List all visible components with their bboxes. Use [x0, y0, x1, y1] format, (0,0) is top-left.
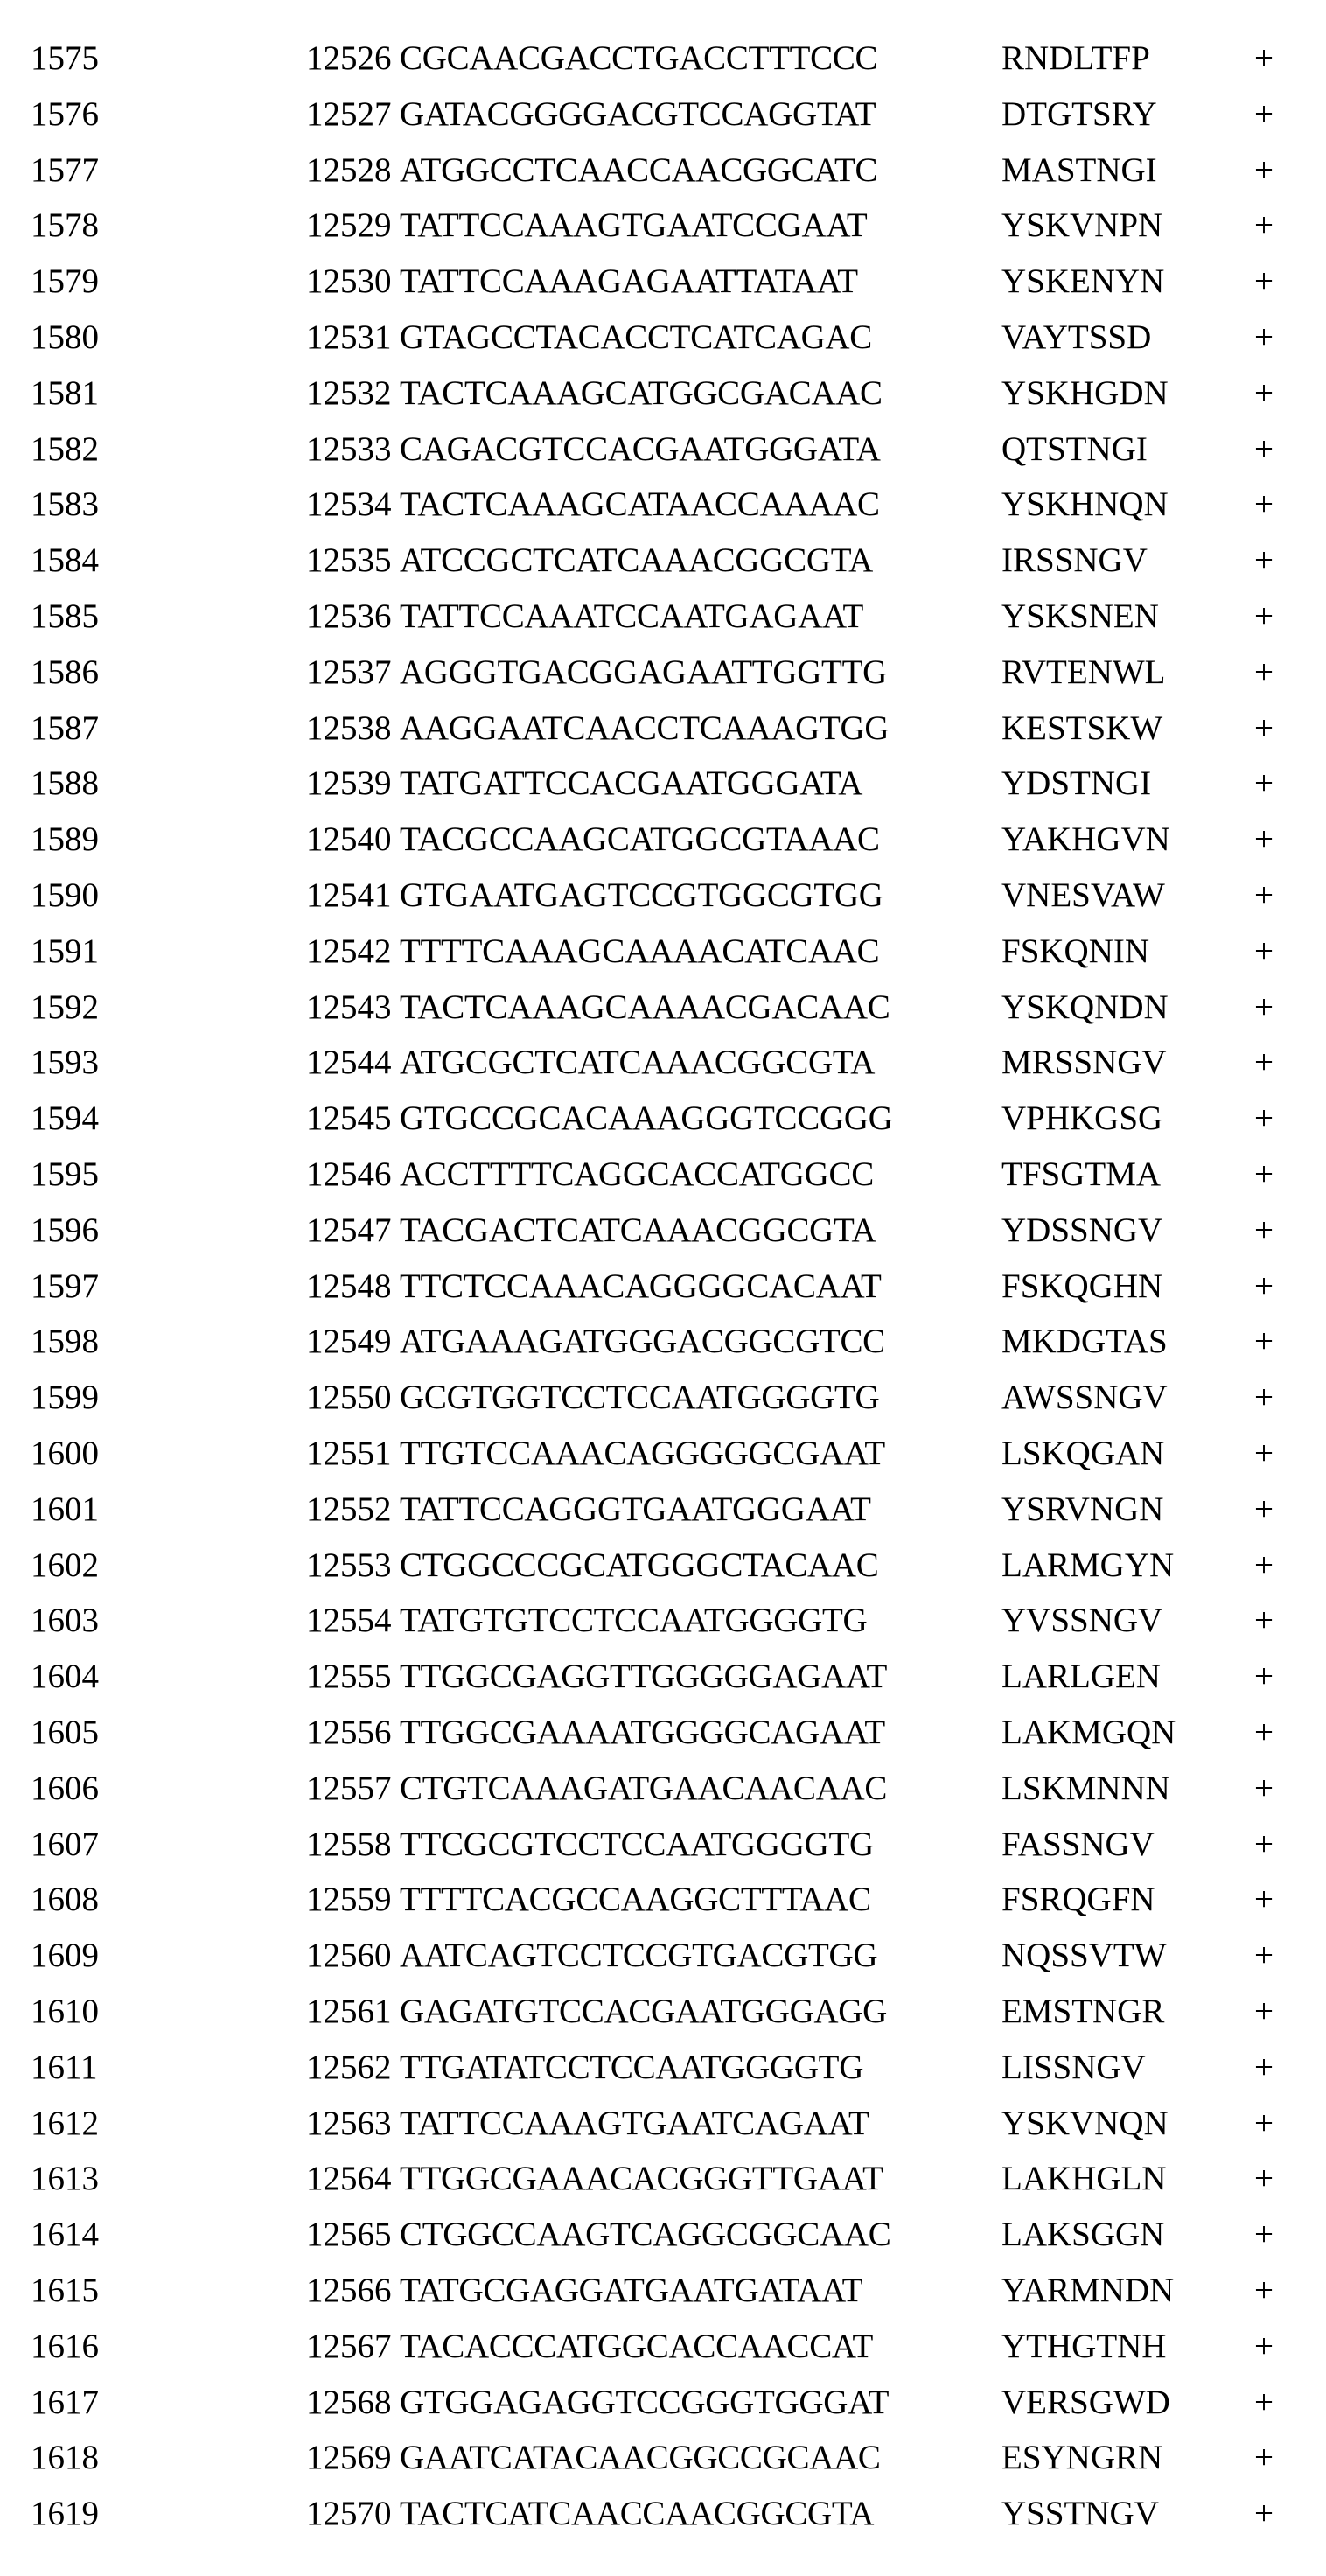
peptide-sequence: MRSSNGV: [1001, 1044, 1167, 1082]
result-sign: +: [1254, 2216, 1274, 2254]
row-index: 1586: [31, 653, 99, 691]
peptide-sequence: YSKHNQN: [1001, 485, 1169, 524]
table-row: [0, 701, 1326, 757]
row-index: 1579: [31, 262, 99, 301]
dna-sequence: TACGACTCATCAAACGGCGTA: [400, 1211, 876, 1249]
sequence-id: 12555: [306, 1658, 392, 1696]
row-index: 1594: [31, 1100, 99, 1138]
table-row: [0, 1817, 1326, 1873]
row-index: 1580: [31, 318, 99, 356]
result-sign: +: [1254, 709, 1274, 747]
table-row: [0, 477, 1326, 533]
peptide-sequence: LARLGEN: [1001, 1658, 1161, 1696]
dna-sequence: ATGAAAGATGGGACGGCGTCC: [400, 1323, 885, 1361]
row-index: 1617: [31, 2383, 99, 2421]
peptide-sequence: RNDLTFP: [1001, 39, 1150, 77]
dna-sequence: TTTTCAAAGCAAAACATCAAC: [400, 932, 880, 970]
result-sign: +: [1254, 1490, 1274, 1528]
row-index: 1592: [31, 988, 99, 1026]
dna-sequence: ATGGCCTCAACCAACGGCATC: [400, 150, 878, 189]
result-sign: +: [1254, 206, 1274, 245]
result-sign: +: [1254, 1379, 1274, 1417]
peptide-sequence: LAKMGQN: [1001, 1714, 1176, 1751]
sequence-id: 12557: [306, 1769, 392, 1807]
dna-sequence: TTGGCGAAAATGGGGCAGAAT: [400, 1714, 885, 1751]
peptide-sequence: YARMNDN: [1001, 2272, 1175, 2309]
peptide-sequence: AWSSNGV: [1001, 1379, 1168, 1417]
row-index: 1599: [31, 1379, 99, 1417]
peptide-sequence: FSKQNIN: [1001, 932, 1150, 970]
sequence-id: 12563: [306, 2104, 392, 2142]
dna-sequence: CAGACGTCCACGAATGGGATA: [400, 429, 881, 468]
row-index: 1600: [31, 1435, 99, 1472]
row-index: 1607: [31, 1825, 99, 1863]
sequence-id: 12547: [306, 1211, 392, 1249]
result-sign: +: [1254, 597, 1274, 635]
row-index: 1601: [31, 1490, 99, 1528]
table-row: [0, 1370, 1326, 1426]
sequence-id: 12564: [306, 2160, 392, 2198]
row-index: 1575: [31, 39, 99, 77]
table-row: [0, 924, 1326, 980]
dna-sequence: ACCTTTTCAGGCACCATGGCC: [400, 1155, 874, 1193]
table-row: [0, 1984, 1326, 2040]
peptide-sequence: LSKQGAN: [1001, 1435, 1165, 1472]
table-row: [0, 310, 1326, 366]
table-row: [0, 1259, 1326, 1315]
result-sign: +: [1254, 373, 1274, 412]
table-row: [0, 1705, 1326, 1761]
row-index: 1576: [31, 94, 99, 133]
row-index: 1593: [31, 1044, 99, 1082]
sequence-id: 12556: [306, 1714, 392, 1751]
sequence-id: 12538: [306, 709, 392, 747]
row-index: 1584: [31, 541, 99, 580]
sequence-id: 12546: [306, 1155, 392, 1193]
peptide-sequence: YSKQNDN: [1001, 988, 1169, 1026]
sequence-id: 12531: [306, 318, 392, 356]
dna-sequence: GTGGAGAGGTCCGGGTGGGAT: [400, 2383, 890, 2421]
sequence-id: 12526: [306, 39, 392, 77]
result-sign: +: [1254, 2272, 1274, 2309]
table-row: [0, 1203, 1326, 1259]
dna-sequence: GTAGCCTACACCTCATCAGAC: [400, 318, 873, 356]
result-sign: +: [1254, 541, 1274, 580]
table-row: [0, 1649, 1326, 1705]
sequence-id: 12562: [306, 2048, 392, 2086]
sequence-id: 12543: [306, 988, 392, 1026]
row-index: 1619: [31, 2495, 99, 2533]
peptide-sequence: YSKENYN: [1001, 262, 1165, 301]
table-row: [0, 1035, 1326, 1091]
peptide-sequence: FASSNGV: [1001, 1825, 1155, 1863]
result-sign: +: [1254, 1602, 1274, 1640]
table-row: [0, 980, 1326, 1036]
sequence-id: 12541: [306, 876, 392, 914]
result-sign: +: [1254, 2104, 1274, 2142]
sequence-id: 12568: [306, 2383, 392, 2421]
table-row: [0, 1091, 1326, 1147]
table-row: [0, 868, 1326, 924]
peptide-sequence: YSRVNGN: [1001, 1490, 1164, 1528]
peptide-sequence: YSKVNQN: [1001, 2104, 1169, 2142]
table-row: [0, 589, 1326, 645]
sequence-id: 12559: [306, 1881, 392, 1919]
row-index: 1581: [31, 373, 99, 412]
sequence-id: 12533: [306, 429, 392, 468]
dna-sequence: TTTTCACGCCAAGGCTTTAAC: [400, 1881, 871, 1919]
result-sign: +: [1254, 1323, 1274, 1361]
peptide-sequence: YVSSNGV: [1001, 1602, 1163, 1640]
peptide-sequence: YSSTNGV: [1001, 2495, 1159, 2533]
result-sign: +: [1254, 1714, 1274, 1751]
result-sign: +: [1254, 485, 1274, 524]
sequence-id: 12545: [306, 1100, 392, 1138]
result-sign: +: [1254, 1658, 1274, 1696]
row-index: 1603: [31, 1602, 99, 1640]
peptide-sequence: RVTENWL: [1001, 653, 1166, 691]
table-row: [0, 2263, 1326, 2319]
dna-sequence: TATTCCAAAGAGAATTATAAT: [400, 262, 858, 301]
row-index: 1595: [31, 1155, 99, 1193]
peptide-sequence: VERSGWD: [1001, 2383, 1170, 2421]
dna-sequence: ATCCGCTCATCAAACGGCGTA: [400, 541, 873, 580]
sequence-id: 12539: [306, 764, 392, 803]
row-index: 1606: [31, 1769, 99, 1807]
dna-sequence: CTGGCCCGCATGGGCTACAAC: [400, 1546, 879, 1584]
dna-sequence: GTGAATGAGTCCGTGGCGTGG: [400, 876, 883, 914]
dna-sequence: GAGATGTCCACGAATGGGAGG: [400, 1993, 888, 2030]
row-index: 1608: [31, 1881, 99, 1919]
sequence-id: 12551: [306, 1435, 392, 1472]
dna-sequence: TACACCCATGGCACCAACCAT: [400, 2327, 873, 2365]
sequence-id: 12567: [306, 2327, 392, 2365]
peptide-sequence: TFSGTMA: [1001, 1155, 1162, 1193]
dna-sequence: TACTCAAAGCAAAACGACAAC: [400, 988, 890, 1026]
dna-sequence: ATGCGCTCATCAAACGGCGTA: [400, 1044, 876, 1082]
row-index: 1585: [31, 597, 99, 635]
row-index: 1590: [31, 876, 99, 914]
dna-sequence: CTGTCAAAGATGAACAACAAC: [400, 1769, 888, 1807]
peptide-sequence: YSKVNPN: [1001, 206, 1163, 245]
peptide-sequence: YDSSNGV: [1001, 1211, 1163, 1249]
table-row: [0, 1314, 1326, 1370]
sequence-id: 12554: [306, 1602, 392, 1640]
dna-sequence: TACTCATCAACCAACGGCGTA: [400, 2495, 875, 2533]
dna-sequence: CTGGCCAAGTCAGGCGGCAAC: [400, 2216, 891, 2254]
sequence-id: 12542: [306, 932, 392, 970]
peptide-sequence: VNESVAW: [1001, 876, 1165, 914]
dna-sequence: CGCAACGACCTGACCTTTCCC: [400, 39, 878, 77]
result-sign: +: [1254, 2439, 1274, 2477]
dna-sequence: AATCAGTCCTCCGTGACGTGG: [400, 1937, 878, 1975]
table-row: [0, 812, 1326, 868]
table-row: [0, 1593, 1326, 1649]
table-row: [0, 198, 1326, 254]
row-index: 1587: [31, 709, 99, 747]
dna-sequence: TTGGCGAGGTTGGGGGAGAAT: [400, 1658, 887, 1696]
sequence-id: 12534: [306, 485, 392, 524]
table-row: [0, 1928, 1326, 1984]
peptide-sequence: YAKHGVN: [1001, 820, 1170, 859]
table-row: [0, 87, 1326, 143]
peptide-sequence: NQSSVTW: [1001, 1937, 1167, 1975]
peptide-sequence: LAKSGGN: [1001, 2216, 1165, 2254]
dna-sequence: AGGGTGACGGAGAATTGGTTG: [400, 653, 887, 691]
result-sign: +: [1254, 876, 1274, 914]
sequence-id: 12570: [306, 2495, 392, 2533]
row-index: 1589: [31, 820, 99, 859]
peptide-sequence: YTHGTNH: [1001, 2327, 1167, 2365]
result-sign: +: [1254, 1881, 1274, 1919]
table-row: [0, 366, 1326, 422]
result-sign: +: [1254, 1435, 1274, 1472]
dna-sequence: GAATCATACAACGGCCGCAAC: [400, 2439, 881, 2477]
dna-sequence: TATTCCAAATCCAATGAGAAT: [400, 597, 864, 635]
row-index: 1613: [31, 2160, 99, 2198]
result-sign: +: [1254, 2383, 1274, 2421]
result-sign: +: [1254, 653, 1274, 691]
row-index: 1612: [31, 2104, 99, 2142]
dna-sequence: TTCTCCAAACAGGGGCACAAT: [400, 1267, 882, 1305]
row-index: 1577: [31, 150, 99, 189]
dna-sequence: TATTCCAAAGTGAATCAGAAT: [400, 2104, 869, 2142]
table-row: [0, 533, 1326, 589]
row-index: 1609: [31, 1937, 99, 1975]
table-row: [0, 1761, 1326, 1817]
sequence-id: 12560: [306, 1937, 392, 1975]
peptide-sequence: VPHKGSG: [1001, 1100, 1163, 1138]
result-sign: +: [1254, 988, 1274, 1026]
row-index: 1597: [31, 1267, 99, 1305]
sequence-id: 12561: [306, 1993, 392, 2030]
dna-sequence: TATGTGTCCTCCAATGGGGTG: [400, 1602, 868, 1640]
peptide-sequence: VAYTSSD: [1001, 318, 1152, 356]
peptide-sequence: KESTSKW: [1001, 709, 1163, 747]
result-sign: +: [1254, 1100, 1274, 1138]
row-index: 1602: [31, 1546, 99, 1584]
result-sign: +: [1254, 1546, 1274, 1584]
sequence-id: 12527: [306, 94, 392, 133]
row-index: 1605: [31, 1714, 99, 1751]
table-row: [0, 1872, 1326, 1928]
peptide-sequence: LISSNGV: [1001, 2048, 1146, 2086]
dna-sequence: TATTCCAAAGTGAATCCGAAT: [400, 206, 868, 245]
peptide-sequence: MASTNGI: [1001, 150, 1157, 189]
peptide-sequence: LSKMNNN: [1001, 1769, 1170, 1807]
row-index: 1582: [31, 429, 99, 468]
sequence-id: 12536: [306, 597, 392, 635]
table-row: [0, 756, 1326, 812]
row-index: 1598: [31, 1323, 99, 1361]
table-row: [0, 2096, 1326, 2152]
sequence-id: 12558: [306, 1825, 392, 1863]
sequence-id: 12550: [306, 1379, 392, 1417]
sequence-id: 12529: [306, 206, 392, 245]
peptide-sequence: IRSSNGV: [1001, 541, 1148, 580]
sequence-id: 12532: [306, 373, 392, 412]
table-row: [0, 2207, 1326, 2263]
peptide-sequence: EMSTNGR: [1001, 1993, 1165, 2030]
peptide-sequence: YSKHGDN: [1001, 373, 1169, 412]
result-sign: +: [1254, 1155, 1274, 1193]
result-sign: +: [1254, 318, 1274, 356]
peptide-sequence: FSRQGFN: [1001, 1881, 1155, 1919]
result-sign: +: [1254, 1211, 1274, 1249]
row-index: 1588: [31, 764, 99, 803]
peptide-sequence: YSKSNEN: [1001, 597, 1159, 635]
result-sign: +: [1254, 39, 1274, 77]
dna-sequence: AAGGAATCAACCTCAAAGTGG: [400, 709, 890, 747]
dna-sequence: GATACGGGGACGTCCAGGTAT: [400, 94, 876, 133]
table-row: [0, 1426, 1326, 1482]
sequence-id: 12553: [306, 1546, 392, 1584]
table-row: [0, 1482, 1326, 1538]
peptide-sequence: DTGTSRY: [1001, 94, 1157, 133]
peptide-sequence: YDSTNGI: [1001, 764, 1152, 803]
table-row: [0, 1538, 1326, 1594]
result-sign: +: [1254, 932, 1274, 970]
dna-sequence: TACGCCAAGCATGGCGTAAAC: [400, 820, 880, 859]
result-sign: +: [1254, 262, 1274, 301]
sequence-id: 12565: [306, 2216, 392, 2254]
row-index: 1614: [31, 2216, 99, 2254]
dna-sequence: TACTCAAAGCATGGCGACAAC: [400, 373, 883, 412]
result-sign: +: [1254, 1267, 1274, 1305]
dna-sequence: TTGTCCAAACAGGGGGCGAAT: [400, 1435, 885, 1472]
result-sign: +: [1254, 150, 1274, 189]
sequence-id: 12548: [306, 1267, 392, 1305]
peptide-sequence: ESYNGRN: [1001, 2439, 1163, 2477]
peptide-sequence: FSKQGHN: [1001, 1267, 1163, 1305]
row-index: 1604: [31, 1658, 99, 1696]
result-sign: +: [1254, 1825, 1274, 1863]
sequence-id: 12530: [306, 262, 392, 301]
table-row: [0, 254, 1326, 310]
row-index: 1611: [31, 2048, 98, 2086]
table-row: [0, 143, 1326, 199]
sequence-id: 12544: [306, 1044, 392, 1082]
dna-sequence: TATGATTCCACGAATGGGATA: [400, 764, 863, 803]
table-row: [0, 422, 1326, 478]
peptide-sequence: QTSTNGI: [1001, 429, 1148, 468]
dna-sequence: GTGCCGCACAAAGGGTCCGGG: [400, 1100, 893, 1138]
row-index: 1596: [31, 1211, 99, 1249]
result-sign: +: [1254, 2160, 1274, 2198]
dna-sequence: GCGTGGTCCTCCAATGGGGTG: [400, 1379, 880, 1417]
peptide-sequence: MKDGTAS: [1001, 1323, 1168, 1361]
dna-sequence: TTGATATCCTCCAATGGGGTG: [400, 2048, 864, 2086]
result-sign: +: [1254, 1769, 1274, 1807]
sequence-id: 12535: [306, 541, 392, 580]
peptide-sequence: LAKHGLN: [1001, 2160, 1167, 2198]
sequence-id: 12549: [306, 1323, 392, 1361]
sequence-id: 12566: [306, 2272, 392, 2309]
table-row: [0, 2151, 1326, 2207]
result-sign: +: [1254, 1937, 1274, 1975]
sequence-id: 12528: [306, 150, 392, 189]
result-sign: +: [1254, 1044, 1274, 1082]
row-index: 1618: [31, 2439, 99, 2477]
table-row: [0, 2430, 1326, 2486]
row-index: 1615: [31, 2272, 99, 2309]
result-sign: +: [1254, 820, 1274, 859]
table-row: [0, 1147, 1326, 1203]
table-row: [0, 31, 1326, 87]
dna-sequence: TATGCGAGGATGAATGATAAT: [400, 2272, 863, 2309]
row-index: 1610: [31, 1993, 99, 2030]
result-sign: +: [1254, 429, 1274, 468]
result-sign: +: [1254, 2048, 1274, 2086]
sequence-id: 12537: [306, 653, 392, 691]
table-row: [0, 2486, 1326, 2542]
row-index: 1616: [31, 2327, 99, 2365]
sequence-id: 12569: [306, 2439, 392, 2477]
result-sign: +: [1254, 94, 1274, 133]
sequence-id: 12552: [306, 1490, 392, 1528]
result-sign: +: [1254, 2495, 1274, 2533]
dna-sequence: TATTCCAGGGTGAATGGGAAT: [400, 1490, 871, 1528]
dna-sequence: TTGGCGAAACACGGGTTGAAT: [400, 2160, 883, 2198]
result-sign: +: [1254, 1993, 1274, 2030]
table-row: [0, 2375, 1326, 2431]
row-index: 1591: [31, 932, 99, 970]
row-index: 1578: [31, 206, 99, 245]
dna-sequence: TACTCAAAGCATAACCAAAAC: [400, 485, 880, 524]
peptide-sequence: LARMGYN: [1001, 1546, 1175, 1584]
result-sign: +: [1254, 2327, 1274, 2365]
sequence-id: 12540: [306, 820, 392, 859]
table-row: [0, 2040, 1326, 2096]
result-sign: +: [1254, 764, 1274, 803]
row-index: 1583: [31, 485, 99, 524]
table-row: [0, 2319, 1326, 2375]
table-row: [0, 645, 1326, 701]
dna-sequence: TTCGCGTCCTCCAATGGGGTG: [400, 1825, 874, 1863]
